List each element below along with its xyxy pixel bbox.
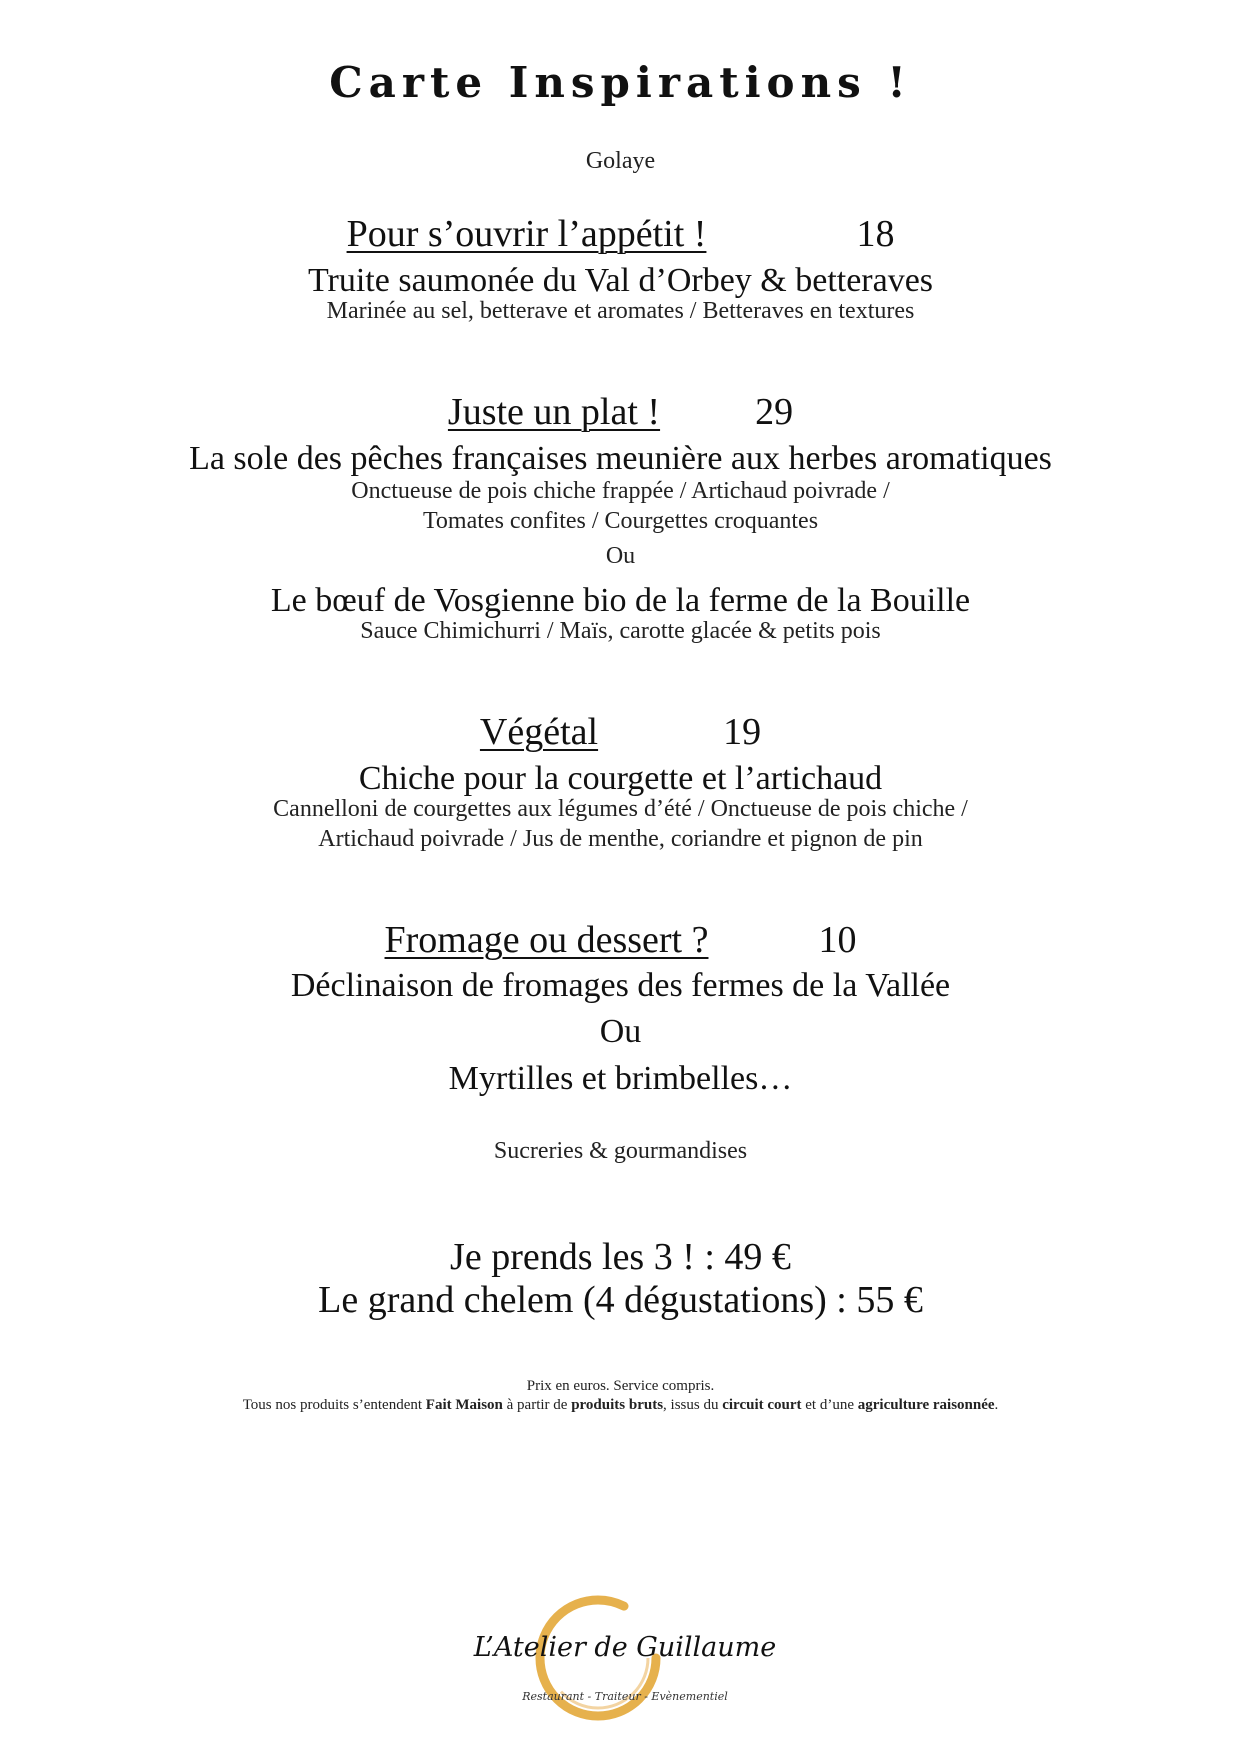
dish-description-line: Artichaud poivrade / Jus de menthe, coriandre et pignon de pin: [318, 826, 923, 852]
dish-description-line: Onctueuse de pois chiche frappée / Artichaud poivrade /: [351, 478, 890, 504]
restaurant-logo: [473, 1590, 777, 1740]
footer-highlight: circuit court: [722, 1397, 802, 1413]
dish-description-line: Cannelloni de courgettes aux légumes d’été / Onctueuse de pois chiche /: [273, 796, 968, 822]
section-heading-starter: [0, 212, 1241, 256]
section-label: Pour s’ouvrir l’appétit !: [346, 213, 707, 255]
dish-description: Sauce Chimichurri / Maïs, carotte glacée & petits pois: [360, 618, 881, 644]
section-heading-cheese-dessert: [0, 918, 1241, 962]
or-separator: Ou: [599, 1013, 642, 1050]
dish-title: Déclinaison de fromages des fermes de la Vallée: [290, 967, 951, 1004]
dish-description-line: Tomates confites / Courgettes croquantes: [422, 508, 819, 534]
dish-title: Truite saumonée du Val d’Orbey & betteraves: [307, 262, 934, 299]
section-price: 29: [755, 391, 794, 433]
section-price: 19: [723, 711, 762, 753]
formula-four-tastings: Le grand chelem (4 dégustations) : 55 €: [318, 1279, 923, 1321]
footer-price-note: Prix en euros. Service compris.: [526, 1378, 715, 1394]
svg-text:Restaurant - Traiteur - Evènem: Restaurant - Traiteur - Evènementiel: [522, 1690, 728, 1703]
footer-text: , issus du: [663, 1397, 723, 1413]
footer-text: Tous nos produits s’entendent: [242, 1397, 426, 1413]
footer-text: .: [994, 1397, 999, 1413]
dish-title: Le bœuf de Vosgienne bio de la ferme de la Bouille: [270, 582, 971, 619]
dish-description: Marinée au sel, betterave et aromates / Betteraves en textures: [326, 298, 915, 324]
page-title: Carte Inspirations !: [329, 58, 912, 107]
section-price: 10: [818, 919, 857, 961]
dish-title: Myrtilles et brimbelles…: [448, 1060, 793, 1097]
page-subtitle: Golaye: [585, 148, 656, 174]
section-label: Juste un plat !: [447, 391, 661, 433]
footer-products-note: [0, 1397, 1241, 1414]
dish-title: La sole des pêches françaises meunière aux herbes aromatiques: [189, 440, 1052, 477]
svg-text:L’Atelier de Guillaume: L’Atelier de Guillaume: [473, 1632, 777, 1663]
footer-highlight: Fait Maison: [425, 1397, 503, 1413]
section-heading-main: [0, 390, 1241, 434]
or-separator: Ou: [605, 543, 636, 569]
footer-highlight: agriculture raisonnée: [857, 1397, 995, 1413]
section-price: 18: [856, 213, 895, 255]
extras-note: Sucreries & gourmandises: [493, 1138, 748, 1164]
section-label: Végétal: [479, 711, 599, 753]
dish-title: Chiche pour la courgette et l’artichaud: [358, 760, 883, 797]
section-label: Fromage ou dessert ?: [384, 919, 709, 961]
footer-text: et d’une: [801, 1397, 858, 1413]
footer-highlight: produits bruts: [571, 1397, 664, 1413]
formula-three-courses: Je prends les 3 ! : 49 €: [450, 1236, 791, 1278]
section-heading-vegetal: [0, 710, 1241, 754]
footer-text: à partir de: [502, 1397, 572, 1413]
